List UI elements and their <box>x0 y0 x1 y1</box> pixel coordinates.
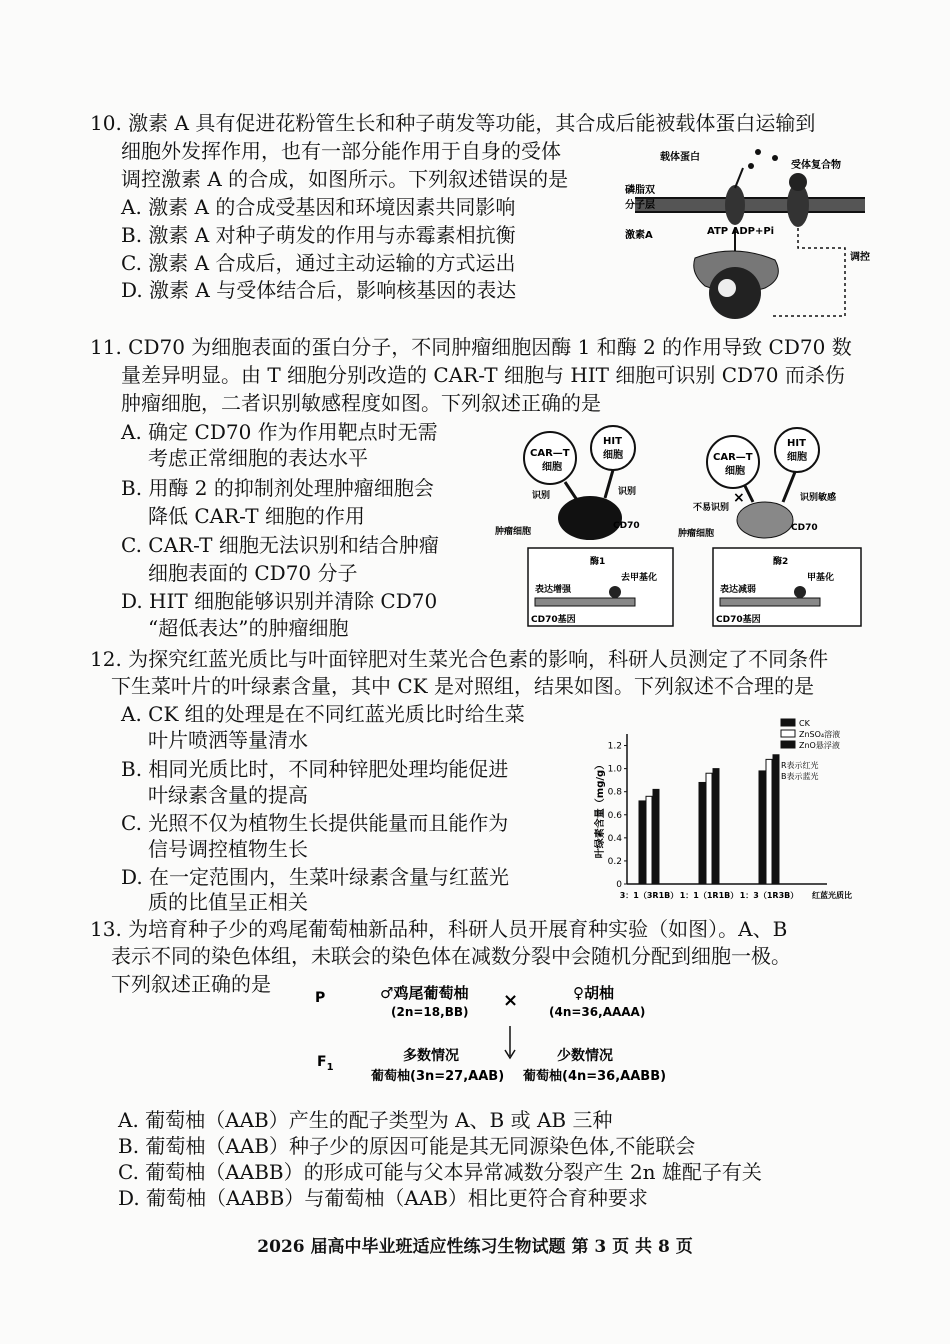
label-hard-recognize: 不易识别 <box>693 503 730 513</box>
label-cart-1: CAR—T <box>530 448 570 459</box>
label-sensitive: 识别敏感 <box>800 493 837 503</box>
label-minority-sub: 葡萄柚(4n=36,AABB) <box>523 1069 667 1084</box>
q13-option-c: C. 葡萄柚（AABB）的形成可能与父本异常减数分裂产生 2n 雄配子有关 <box>118 1160 762 1184</box>
label-gene-1: CD70基因 <box>531 615 576 625</box>
legend-swatch-0 <box>781 719 795 726</box>
label-male: ♂鸡尾葡萄柚 <box>380 984 469 1002</box>
page-footer: 2026 届高中毕业班适应性练习生物试题 第 3 页 共 8 页 <box>257 1237 693 1257</box>
q11-option-d: D. HIT 细胞能够识别并清除 CD70 <box>121 589 438 613</box>
q11-stem-line-3: 肿瘤细胞，二者识别敏感程度如图。下列叙述正确的是 <box>121 391 601 415</box>
label-recognize-1: 识别 <box>532 491 551 501</box>
label-hormone: 激素A <box>625 230 653 241</box>
q13-stem-line-3: 下列叙述正确的是 <box>111 972 271 996</box>
bar-0-0 <box>639 801 645 884</box>
q10-option-b: B. 激素 A 对种子萌发的作用与赤霉素相抗衡 <box>121 223 516 247</box>
label-membrane-1: 磷脂双 <box>625 185 655 196</box>
label-female-sub: (4n=36,AAAA) <box>549 1005 646 1019</box>
y-tick-label: 1.0 <box>607 764 622 775</box>
label-hit-r2: 细胞 <box>787 452 807 463</box>
label-p: P <box>315 990 326 1006</box>
q12-stem-line-1: 12. 为探究红蓝光质比与叶面锌肥对生菜光合色素的影响，科研人员测定了不同条件 <box>90 647 829 671</box>
y-tick-label: 1.2 <box>607 741 622 752</box>
q12-option-d: D. 在一定范围内，生菜叶绿素含量与红蓝光 <box>121 865 510 889</box>
bar-0-2 <box>759 771 765 884</box>
q13-option-b: B. 葡萄柚（AAB）种子少的原因可能是其无同源染色体,不能联会 <box>118 1134 696 1158</box>
q13-option-d: D. 葡萄柚（AABB）与葡萄柚（AAB）相比更符合育种要求 <box>118 1186 648 1210</box>
bar-2-0 <box>653 789 659 884</box>
label-cd70-1: CD70 <box>613 521 640 531</box>
bar-2-1 <box>713 769 719 884</box>
label-minority: 少数情况 <box>557 1048 613 1064</box>
q10-stem-line-1: 10. 激素 A 具有促进花粉管生长和种子萌发等功能，其合成后能被载体蛋白运输到 <box>90 111 816 135</box>
label-tumor-2: 肿瘤细胞 <box>678 529 715 539</box>
label-male-sub: (2n=18,BB) <box>391 1005 469 1019</box>
label-hit-2: 细胞 <box>603 450 623 461</box>
label-f1: $F_1$ <box>317 1054 334 1073</box>
label-demethyl: 去甲基化 <box>621 573 658 583</box>
label-cart-r2: 细胞 <box>725 466 745 477</box>
y-tick-label: 0 <box>616 880 622 890</box>
membrane-bar <box>635 198 865 212</box>
label-hit-r1: HIT <box>787 438 806 449</box>
q11-stem-line-1: 11. CD70 为细胞表面的蛋白分子，不同肿瘤细胞因酶 1 和酶 2 的作用导致 CD70 数 <box>90 335 852 359</box>
label-cross: × <box>503 990 519 1011</box>
q13-option-a: A. 葡萄柚（AAB）产生的配子类型为 A、B 或 AB 三种 <box>118 1108 613 1132</box>
q12-chart <box>585 712 875 907</box>
y-axis-label: 叶绿素含量（mg/g） <box>595 759 606 859</box>
label-exp-up: 表达增强 <box>535 585 572 595</box>
y-tick-label: 0.4 <box>607 833 622 844</box>
y-tick-label: 0.6 <box>607 810 622 821</box>
q12-option-a-cont: 叶片喷洒等量清水 <box>148 728 308 752</box>
q11-option-d-cont: “超低表达”的肿瘤细胞 <box>148 616 349 640</box>
q11-option-c: C. CAR-T 细胞无法识别和结合肿瘤 <box>121 533 439 557</box>
label-atp: ATP ADP+Pi <box>707 226 775 237</box>
y-tick-label: 0.2 <box>607 856 622 867</box>
q12-option-d-cont: 质的比值呈正相关 <box>148 890 308 914</box>
legend-label-1: ZnSO₄溶液 <box>799 730 841 739</box>
q10-stem-line-3: 调控激素 A 的合成，如图所示。下列叙述错误的是 <box>121 167 569 191</box>
svg-text:×: × <box>733 490 745 506</box>
q11-option-a: A. 确定 CD70 作为作用靶点时无需 <box>121 420 438 444</box>
bar-1-1 <box>706 773 712 884</box>
q10-figure <box>615 138 875 328</box>
chart-note-1: B表示蓝光 <box>781 772 819 781</box>
x-tick-label: 3：1（3R1B） <box>619 891 679 900</box>
label-recognize-2: 识别 <box>618 487 637 497</box>
legend-swatch-2 <box>781 741 795 748</box>
carrier-protein <box>725 185 745 225</box>
q11-stem-line-2: 量差异明显。由 T 细胞分别改造的 CAR-T 细胞与 HIT 细胞可识别 CD70 而杀伤 <box>121 363 845 387</box>
q10-option-a: A. 激素 A 的合成受基因和环境因素共同影响 <box>121 195 516 219</box>
bar-0-1 <box>699 782 705 884</box>
label-carrier: 载体蛋白 <box>660 152 700 163</box>
label-regulate: 调控 <box>850 252 870 263</box>
q13-cross-diagram <box>305 978 675 1093</box>
chart-note-0: R表示红光 <box>781 761 819 770</box>
label-enzyme2: 酶2 <box>773 557 789 567</box>
q12-option-c-cont: 信号调控植物生长 <box>148 837 308 861</box>
label-gene-2: CD70基因 <box>716 615 761 625</box>
q13-stem-line-2: 表示不同的染色体组，未联会的染色体在减数分裂中会随机分配到细胞一极。 <box>111 944 791 968</box>
label-tumor-1: 肿瘤细胞 <box>495 527 532 537</box>
label-methyl: 甲基化 <box>807 573 835 583</box>
label-female: ♀胡柚 <box>573 984 614 1002</box>
label-receptor: 受体复合物 <box>791 160 841 171</box>
label-cart-2: 细胞 <box>542 462 562 473</box>
x-tick-label: 1：3（1R3B） <box>739 891 799 900</box>
q11-option-c-cont: 细胞表面的 CD70 分子 <box>148 561 358 585</box>
q10-option-c: C. 激素 A 合成后，通过主动运输的方式运出 <box>121 251 516 275</box>
x-axis-label: 红蓝光质比 <box>812 891 852 900</box>
legend-label-0: CK <box>799 719 810 728</box>
label-majority: 多数情况 <box>403 1048 459 1064</box>
q11-option-b-cont: 降低 CAR-T 细胞的作用 <box>148 504 365 528</box>
label-enzyme1: 酶1 <box>590 557 606 567</box>
y-tick-label: 0.8 <box>607 787 622 798</box>
q11-figure <box>495 420 870 632</box>
q11-option-b: B. 用酶 2 的抑制剂处理肿瘤细胞会 <box>121 476 434 500</box>
q12-option-b: B. 相同光质比时，不同种锌肥处理均能促进 <box>121 757 509 781</box>
q13-stem-line-1: 13. 为培育种子少的鸡尾葡萄柚新品种，科研人员开展育种实验（如图）。A、B <box>90 917 788 941</box>
q10-option-d: D. 激素 A 与受体结合后，影响核基因的表达 <box>121 278 517 302</box>
q10-stem-line-2: 细胞外发挥作用，也有一部分能作用于自身的受体 <box>121 139 561 163</box>
bar-1-2 <box>766 759 772 884</box>
bar-2-2 <box>773 755 779 884</box>
label-membrane-2: 分子层 <box>625 200 655 211</box>
label-hit-1: HIT <box>603 436 622 447</box>
legend-swatch-1 <box>781 730 795 737</box>
label-cd70-2: CD70 <box>791 523 818 533</box>
q11-option-a-cont: 考虑正常细胞的表达水平 <box>148 446 368 470</box>
label-majority-sub: 葡萄柚(3n=27,AAB) <box>371 1069 505 1084</box>
legend-label-2: ZnO悬浮液 <box>799 741 840 750</box>
bar-1-0 <box>646 796 652 884</box>
q12-option-c: C. 光照不仅为植物生长提供能量而且能作为 <box>121 811 509 835</box>
label-cart-r1: CAR—T <box>713 452 753 463</box>
label-exp-down: 表达减弱 <box>720 585 757 595</box>
q12-stem-line-2: 下生菜叶片的叶绿素含量，其中 CK 是对照组，结果如图。下列叙述不合理的是 <box>111 674 814 698</box>
x-tick-label: 1：1（1R1B） <box>679 891 739 900</box>
q12-option-b-cont: 叶绿素含量的提高 <box>148 783 308 807</box>
q12-option-a: A. CK 组的处理是在不同红蓝光质比时给生菜 <box>121 702 525 726</box>
